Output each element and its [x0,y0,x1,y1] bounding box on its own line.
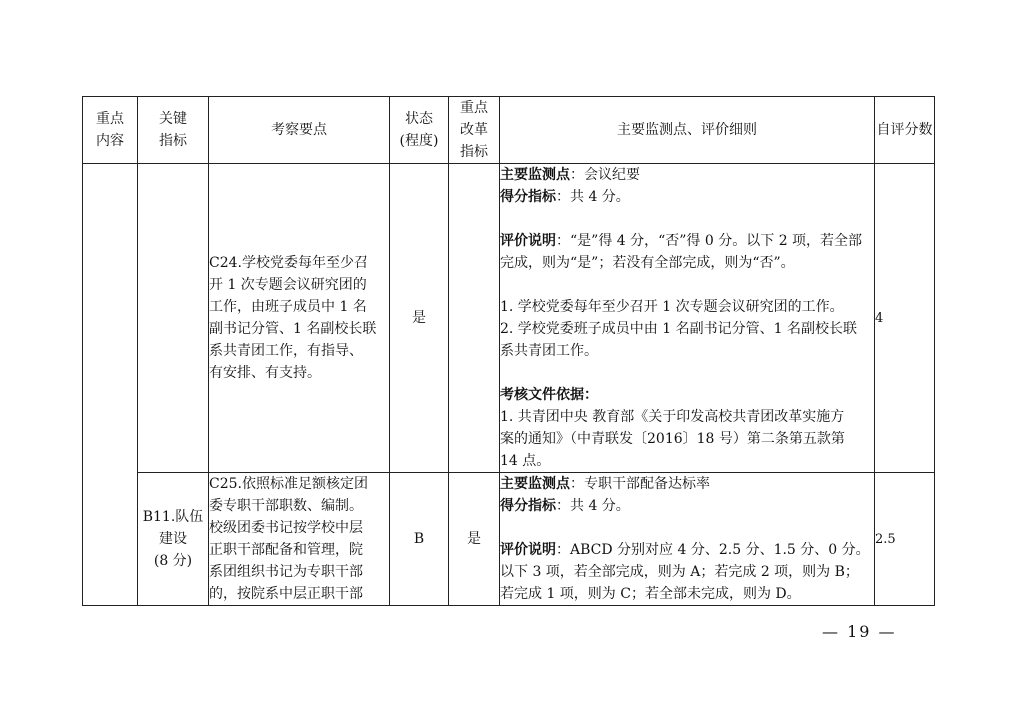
indicator-b11: B11.队伍 建设 (8 分) [138,473,209,606]
monitoring-details-c25: 主要监测点：专职干部配备达标率 得分指标：共 4 分。 评价说明：ABCD 分别对应 4 分、2.5 分、1.5 分、0 分。 以下 3 项，若全部完成，则为 A；若完成 2 项，则为 B； 若完成 1 项，则为 C；若全部未完成，则为 D。 [500,473,875,606]
page-number: — 19 — [822,622,897,641]
header-status: 状态 (程度) [390,97,449,164]
evaluation-table [82,96,935,606]
header-focus-content: 重点 内容 [83,97,138,164]
status-cell: B [390,473,449,606]
table-row [83,473,935,606]
status-cell: 是 [390,164,449,473]
inspection-point-c24: C24.学校党委每年至少召 开 1 次专题会议研究团的 工作，由班子成员中 1 名 副书记分管、1 名副校长联 系共青团工作，有指导、 有安排、有支持。 [209,164,390,473]
header-inspection-points: 考察要点 [209,97,390,164]
self-score-c24: 4 [875,164,935,473]
indicator-cell-empty [138,164,209,473]
reform-cell: 是 [449,473,500,606]
header-key-indicator: 关键 指标 [138,97,209,164]
reform-cell-empty [449,164,500,473]
focus-content-cell [83,164,138,606]
header-reform-indicator: 重点 改革 指标 [449,97,500,164]
header-monitoring-details: 主要监测点、评价细则 [500,97,875,164]
inspection-point-c25: C25.依照标准足额核定团 委专职干部职数、编制。 校级团委书记按学校中层 正职干部配备和管理，院 系团组织书记为专职干部 的，按院系中层正职干部 [209,473,390,606]
list-item: 2. 学校党委班子成员中由 1 名副书记分管、1 名副校长联 [500,321,857,337]
header-self-score: 自评分数 [875,97,935,164]
list-item: 1. 学校党委每年至少召开 1 次专题会议研究团的工作。 [500,299,844,315]
header-row [83,97,935,164]
monitoring-details-c24: 主要监测点：会议纪要 得分指标：共 4 分。 评价说明：“是”得 4 分，“否”得 0 分。以下 2 项，若全部 完成，则为“是”；若没有全部完成，则为“否”。 1. 学校党委每年至少召开 1 次专题会议研究团的工作。 2. 学校党委班子成员中由 1 名副书记分管、1 名副校长联 系共青团工作。 考核文件依据： 1. 共青团中央 教育部《关于印发高校共青团改革实施方 案的通知》（中青联发〔2016〕18 号）第二条第五款第 14 点。 [500,164,875,473]
table-row [83,164,935,473]
self-score-c25: 2.5 [875,473,935,606]
